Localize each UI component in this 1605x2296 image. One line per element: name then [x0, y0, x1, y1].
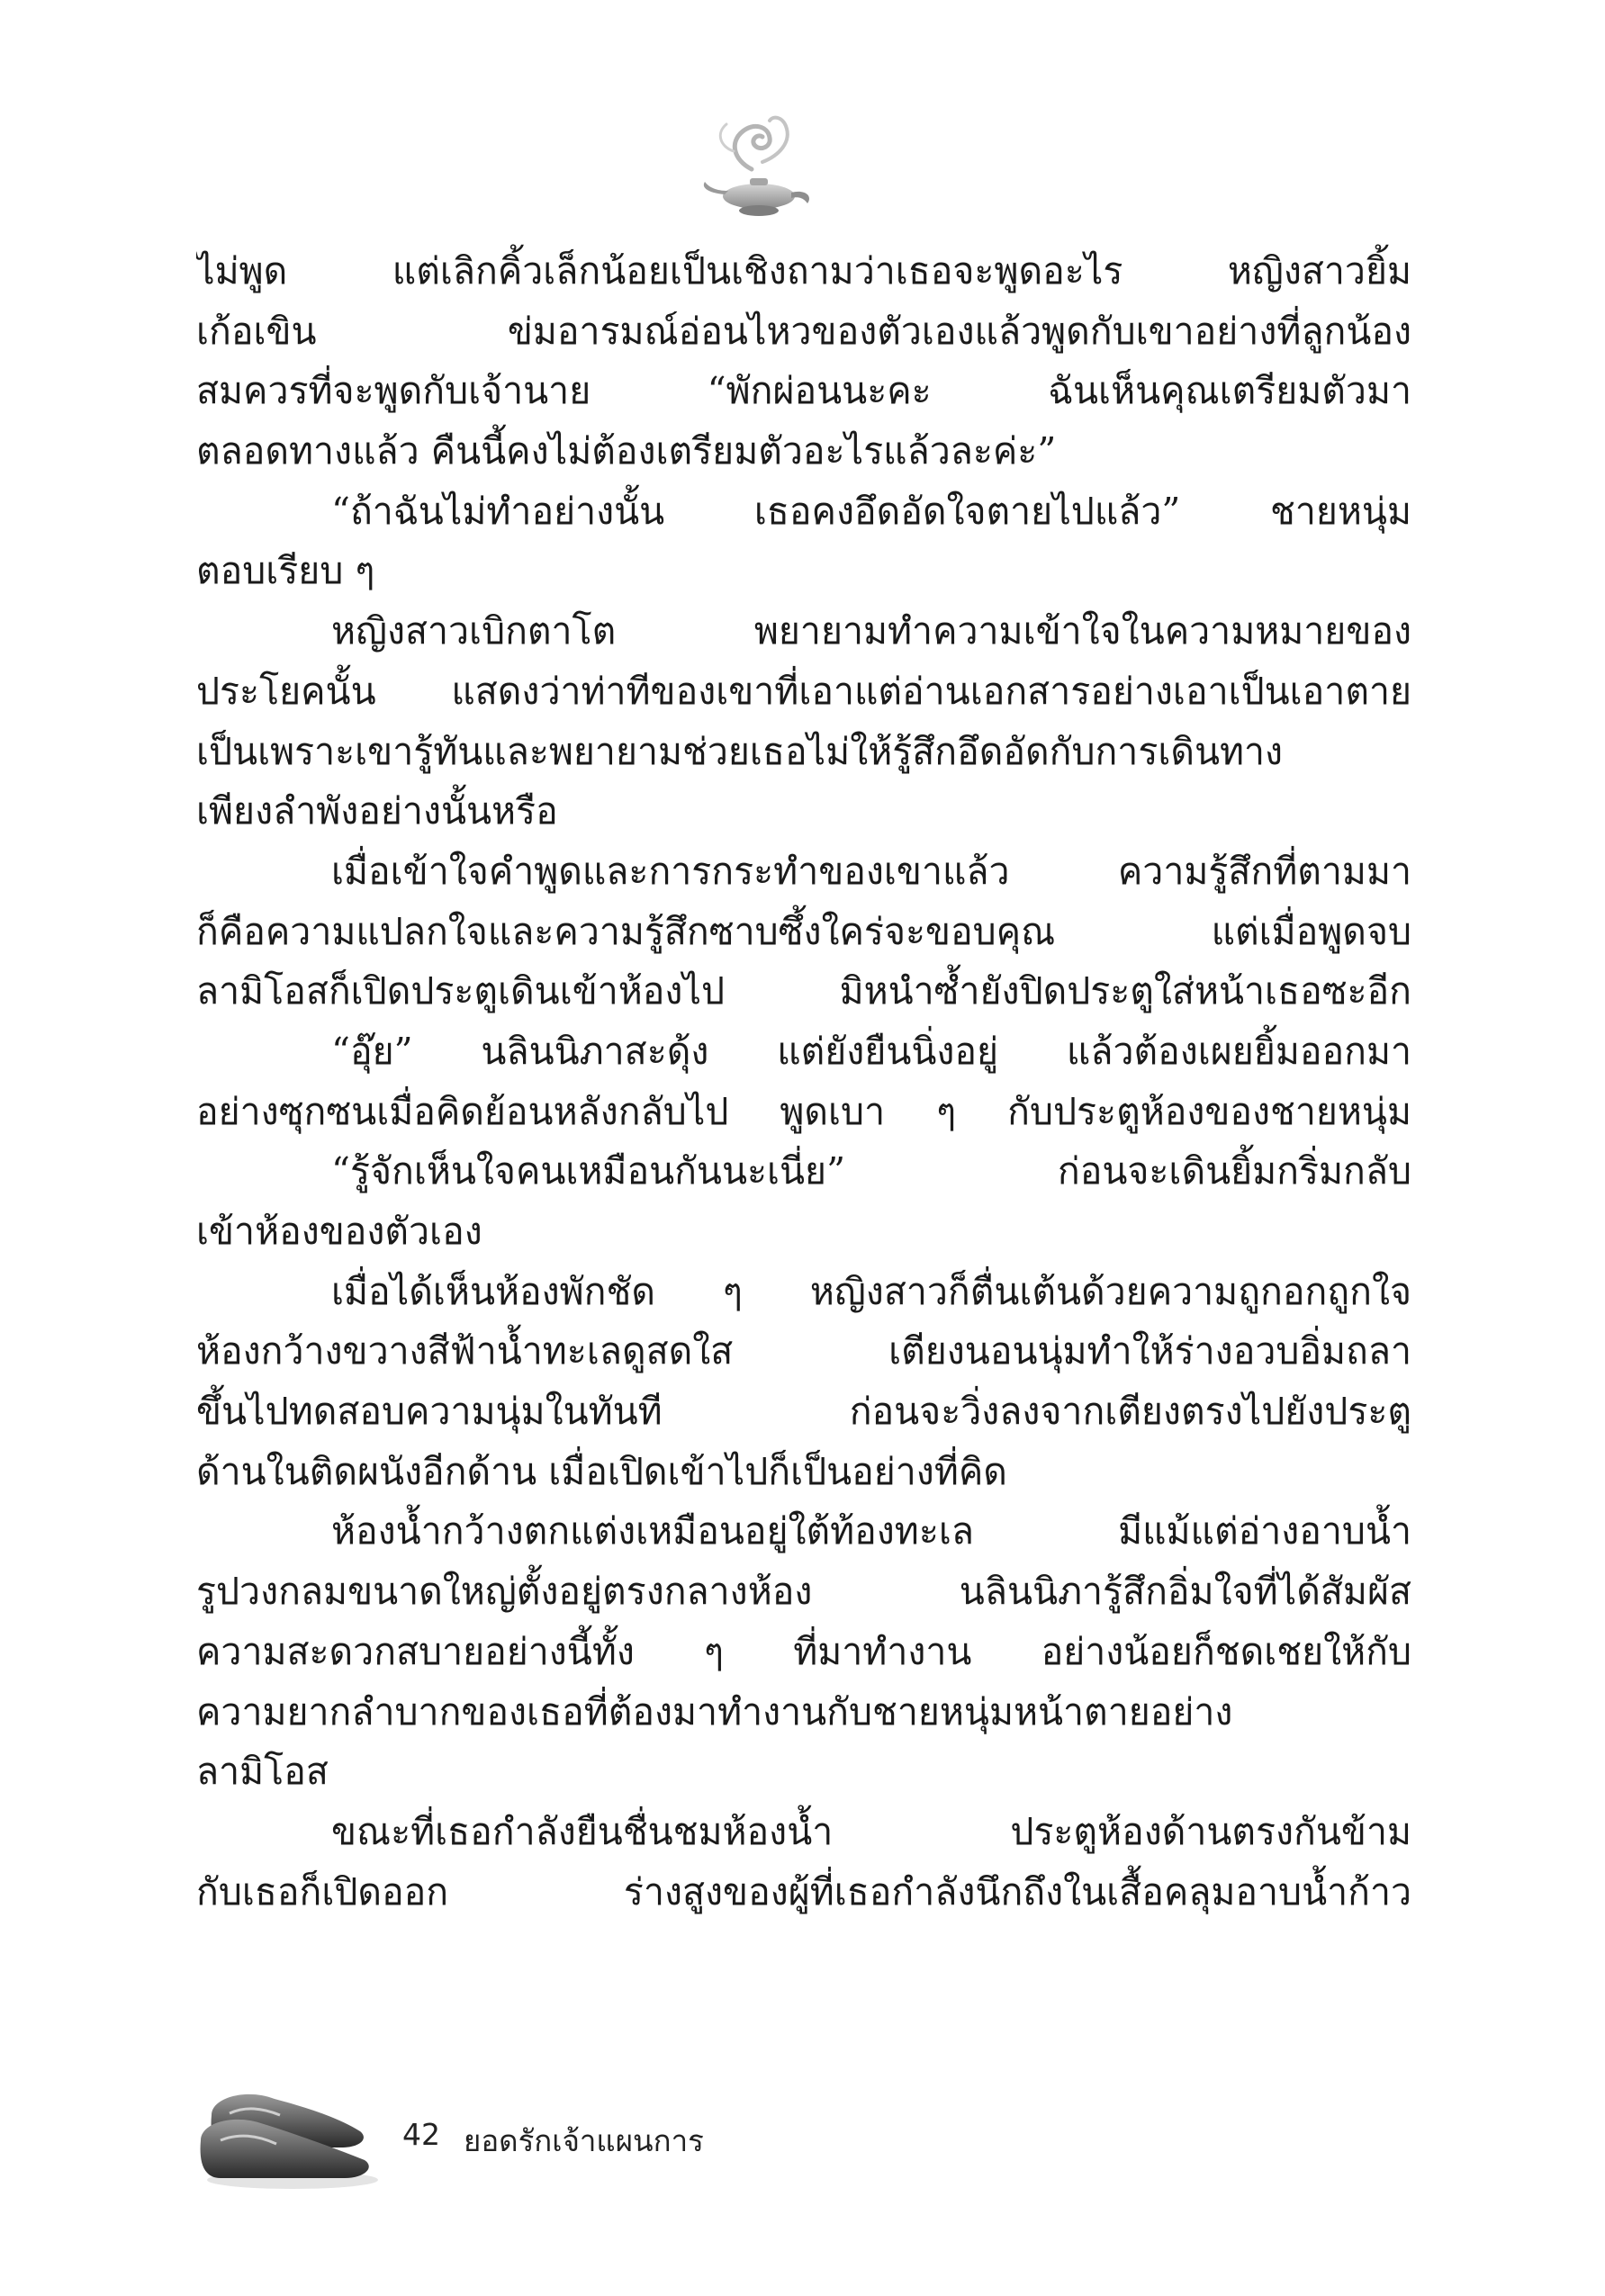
book-title: ยอดรักเจ้าแผนการ	[464, 2123, 704, 2158]
body-text	[196, 241, 1411, 1922]
text-line: ประโยคนั้น แสดงว่าท่าทีของเขาที่เอาแต่อ่านเอกสารอย่างเอาเป็นเอาตาย	[196, 669, 1411, 713]
text-line: เก้อเขิน ข่มอารมณ์อ่อนไหวของตัวเองแล้วพูดกับเขาอย่างที่ลูกน้อง	[196, 309, 1411, 353]
text-line: หญิงสาวเบิกตาโต พยายามทำความเข้าใจในความหมายของ	[331, 609, 1411, 653]
text-line: เมื่อเข้าใจคำพูดและการกระทำของเขาแล้ว ความรู้สึกที่ตามมา	[331, 849, 1411, 893]
page-footer	[194, 2061, 824, 2205]
text-line: รูปวงกลมขนาดใหญ่ตั้งอยู่ตรงกลางห้อง นลินนิภารู้สึกอิ่มใจที่ได้สัมผัส	[196, 1570, 1411, 1614]
text-line: ตอบเรียบ ๆ	[196, 549, 375, 593]
text-line: เพียงลำพังอย่างนั้นหรือ	[196, 789, 558, 833]
text-line: อย่างซุกซนเมื่อคิดย้อนหลังกลับไป พูดเบา ๆ กับประตูห้องของชายหนุ่ม	[196, 1089, 1411, 1133]
genie-lamp-icon	[698, 106, 819, 228]
text-line: กับเธอก็เปิดออก ร่างสูงของผู้ที่เธอกำลังนึกถึงในเสื้อคลุมอาบน้ำก้าว	[196, 1869, 1411, 1913]
text-line: เมื่อได้เห็นห้องพักชัด ๆ หญิงสาวก็ตื่นเต้นด้วยความถูกอกถูกใจ	[331, 1269, 1411, 1313]
text-line: “ถ้าฉันไม่ทำอย่างนั้น เธอคงอึดอัดใจตายไปแล้ว” ชายหนุ่ม	[331, 489, 1411, 533]
text-line: เป็นเพราะเขารู้ทันและพยายามช่วยเธอไม่ให้รู้สึกอึดอัดกับการเดินทาง	[196, 729, 1284, 773]
text-line: “อุ๊ย” นลินนิภาสะดุ้ง แต่ยังยืนนิ่งอยู่ แล้วต้องเผยยิ้มออกมา	[331, 1029, 1411, 1073]
text-line: ลามิโอสก็เปิดประตูเดินเข้าห้องไป มิหนำซ้ำยังปิดประตูใส่หน้าเธอซะอีก	[196, 969, 1411, 1013]
text-line: ลามิโอส	[196, 1750, 329, 1794]
text-line: เข้าห้องของตัวเอง	[196, 1210, 482, 1253]
text-line: ขณะที่เธอกำลังยืนชื่นชมห้องน้ำ ประตูห้องด้านตรงกันข้าม	[331, 1809, 1411, 1853]
text-line: ไม่พูด แต่เลิกคิ้วเล็กน้อยเป็นเชิงถามว่าเธอจะพูดอะไร หญิงสาวยิ้ม	[196, 249, 1411, 293]
text-line: ห้องน้ำกว้างตกแต่งเหมือนอยู่ใต้ท้องทะเล มีแม้แต่อ่างอาบน้ำ	[331, 1509, 1411, 1553]
text-line: ความสะดวกสบายอย่างนี้ทั้ง ๆ ที่มาทำงาน อย่างน้อยก็ชดเชยให้กับ	[196, 1629, 1411, 1673]
text-line: ห้องกว้างขวางสีฟ้าน้ำทะเลดูสดใส เตียงนอนนุ่มทำให้ร่างอวบอิ่มถลา	[196, 1329, 1411, 1373]
text-line: “รู้จักเห็นใจคนเหมือนกันนะเนี่ย” ก่อนจะเดินยิ้มกริ่มกลับ	[331, 1149, 1411, 1193]
text-line: ขึ้นไปทดสอบความนุ่มในทันที ก่อนจะวิ่งลงจากเตียงตรงไปยังประตู	[196, 1390, 1411, 1434]
text-line: ตลอดทางแล้ว คืนนี้คงไม่ต้องเตรียมตัวอะไรแล้วละค่ะ”	[196, 429, 1057, 473]
page-number: 42	[402, 2117, 440, 2152]
dress-shoes-icon	[194, 2061, 383, 2196]
text-line: สมควรที่จะพูดกับเจ้านาย “พักผ่อนนะคะ ฉันเห็นคุณเตรียมตัวมา	[196, 369, 1411, 413]
text-line: ความยากลำบากของเธอที่ต้องมาทำงานกับชายหนุ่มหน้าตายอย่าง	[196, 1689, 1233, 1733]
text-line: ด้านในติดผนังอีกด้าน เมื่อเปิดเข้าไปก็เป็นอย่างที่คิด	[196, 1449, 1007, 1493]
text-line: ก็คือความแปลกใจและความรู้สึกซาบซึ้งใคร่จะขอบคุณ แต่เมื่อพูดจบ	[196, 909, 1411, 953]
